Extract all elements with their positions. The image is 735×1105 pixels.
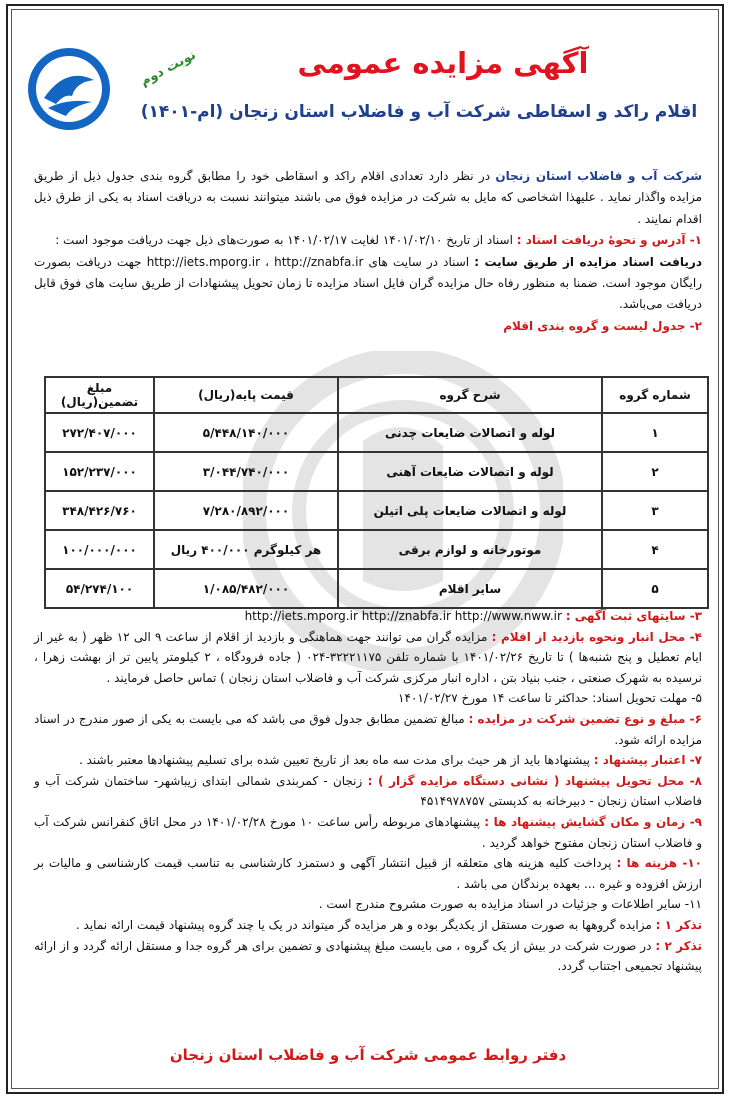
cell-group-no: ۱: [602, 413, 708, 452]
cell-guarantee: ۱۵۲/۲۳۷/۰۰۰: [45, 452, 154, 491]
table-row: [45, 569, 708, 608]
section-9: [34, 812, 702, 853]
footer-signature: دفتر روابط عمومی شرکت آب و فاضلاب استان زنجان: [169, 1046, 567, 1064]
second-round-stamp: نوبت دوم: [138, 47, 199, 90]
table-row: [45, 530, 708, 569]
section-6-heading: ۶- مبلغ و نوع تضمین شرکت در مزایده :: [468, 711, 702, 726]
cell-guarantee: ۳۴۸/۴۲۶/۷۶۰: [45, 491, 154, 530]
section-9-heading: ۹- زمان و مکان گشایش پیشنهاد ها :: [484, 814, 702, 829]
cell-guarantee: ۱۰۰/۰۰۰/۰۰۰: [45, 530, 154, 569]
table-row: [45, 491, 708, 530]
cell-group-no: ۲: [602, 452, 708, 491]
cell-guarantee: ۲۷۲/۴۰۷/۰۰۰: [45, 413, 154, 452]
cell-group-no: ۵: [602, 569, 708, 608]
url-znabfa[interactable]: http://znabfa.ir: [274, 254, 364, 269]
cell-base-price: ۵/۴۴۸/۱۴۰/۰۰۰: [154, 413, 338, 452]
registration-sites[interactable]: http://iets.mporg.ir http://znabfa.ir http://www.nww.ir: [244, 609, 562, 623]
section-11: ۱۱- سایر اطلاعات و جزئیات در اسناد مزایده به صورت مشروح مندرج است .: [318, 897, 702, 912]
note-1: [34, 915, 702, 936]
company-name: شرکت آب و فاضلاب استان زنجان: [495, 169, 703, 183]
upper-content: [34, 166, 702, 337]
cell-base-price: ۱/۰۸۵/۴۸۲/۰۰۰: [154, 569, 338, 608]
items-table: [44, 376, 709, 609]
site-heading: دریافت اسناد مزایده از طریق سایت :: [474, 254, 702, 269]
url-separator: ،: [260, 254, 275, 269]
cell-base-price: ۷/۲۸۰/۸۹۲/۰۰۰: [154, 491, 338, 530]
section-6-text: مبالغ تضمین مطابق جدول فوق می باشد که می بایست به یکی از صور مندرج در اسناد مزایده ارائه شود.: [34, 711, 702, 747]
cell-base-price: ۳/۰۴۴/۷۴۰/۰۰۰: [154, 452, 338, 491]
section-1-text: اسناد از تاریخ ۱۴۰۱/۰۲/۱۰ لغایت ۱۴۰۱/۰۲/۱۷ به صورت‌های ذیل جهت دریافت موجود است :: [55, 233, 517, 248]
section-10-text: پرداخت کلیه هزینه های متعلقه از قبیل انتشار آگهی و دستمزد کارشناسی به تناسب قیمت کارشناسی و مالیات بر ارزش افزوده و غیره ... بعهده برندگان می باشد .: [34, 856, 702, 891]
note-2-text: در صورت شرکت در بیش از یک گروه ، می بایست مبلغ پیشنهادی و تضمین برای هر گروه جدا و مستقل ارائه گردد و از ارائه پیشنهاد تجمیعی اجتناب گردد.: [34, 938, 702, 974]
cell-description: لوله و اتصالات ضایعات آهنی: [338, 452, 602, 491]
section-4: [34, 627, 702, 689]
water-company-logo-icon: [26, 46, 112, 132]
cell-description: سایر اقلام: [338, 569, 602, 608]
header-description: شرح گروه: [338, 377, 602, 413]
header-guarantee: مبلغ تضمین(ریال): [45, 377, 154, 413]
url-iets[interactable]: http://iets.mporg.ir: [146, 254, 261, 269]
site-pre-text: اسناد در سایت های: [363, 254, 475, 269]
header-group-no: شماره گروه: [602, 377, 708, 413]
cell-group-no: ۳: [602, 491, 708, 530]
section-10-heading: ۱۰- هزینه ها :: [616, 856, 703, 871]
section-1-heading: ۱- آدرس و نحوۀ دریافت اسناد :: [516, 233, 702, 248]
section-1-site: [34, 252, 702, 316]
note-2-heading: تذکر ۲ :: [655, 938, 703, 953]
page-subtitle: اقلام راکد و اسقاطی شرکت آب و فاضلاب استان زنجان (ام-۱۴۰۱): [140, 102, 698, 122]
section-5: ۵- مهلت تحویل اسناد: حداکثر تا ساعت ۱۴ مورخ ۱۴۰۱/۰۲/۲۷: [398, 691, 702, 706]
cell-group-no: ۴: [602, 530, 708, 569]
intro-paragraph: [34, 166, 702, 230]
section-6: [34, 709, 702, 750]
cell-description: موتورخانه و لوازم برقی: [338, 530, 602, 569]
section-8: [34, 771, 702, 812]
section-8-heading: ۸- محل تحویل پیشنهاد ( نشانی دستگاه مزایده گزار ) :: [367, 773, 702, 788]
section-4-text: مزایده گران می توانند جهت هماهنگی و بازدید از اقلام از ساعت ۹ الی ۱۲ ظهر ( به غیر از ایام تعطیل و پنج شنبه‌ها ) تا تاریخ ۱۴۰۱/۰۲/۲۶ با شماره تلفن ۳۲۲۲۱۱۷۵-۰۲۴ ( جاده فرودگاه ، ۲ کیلومتر پایین تر از بهشت زهرا ، نرسیده به شهرک صنعتی ، جنب بنیاد بتن ، اداره انبار مرکزی شرکت آب و فاضلاب استان زنجان ) تماس حاصل فرمایند .: [34, 629, 702, 685]
section-3: [34, 606, 702, 627]
section-10: [34, 853, 702, 894]
cell-guarantee: ۵۴/۲۷۴/۱۰۰: [45, 569, 154, 608]
table-header-row: [45, 377, 708, 413]
section-7-text: پیشنهادها باید از هر حیث برای مدت سه ماه بعد از تاریخ تعیین شده برای تسلیم پیشنهادها معتبر باشند .: [78, 753, 594, 768]
section-2-heading: ۲- جدول لیست و گروه بندی اقلام: [503, 318, 702, 333]
header-base-price: قیمت پایه(ریال): [154, 377, 338, 413]
section-7: [34, 750, 702, 771]
section-8-text: زنجان - کمربندی شمالی ابتدای زیباشهر- ساختمان شرکت آب و فاضلاب استان زنجان - دبیرخانه به کدپستی ۴۵۱۴۹۷۸۷۵۷: [34, 773, 702, 809]
note-1-heading: تذکر ۱ :: [655, 917, 702, 932]
lower-content: [34, 606, 702, 977]
table-row: [45, 452, 708, 491]
site-post-text: جهت دریافت بصورت رایگان موجود است. ضمنا به منظور رفاه حال مزایده گران فایل اسناد مزایده تا زمان تحویل پیشنهادات از طریق سایت های فوق قابل دریافت می‌باشد.: [34, 254, 702, 312]
cell-base-price: هر کیلوگرم ۴۰۰/۰۰۰ ریال: [154, 530, 338, 569]
table-row: [45, 413, 708, 452]
notice-frame: [6, 4, 724, 1094]
note-2: [34, 936, 702, 977]
cell-description: لوله و اتصالات ضایعات چدنی: [338, 413, 602, 452]
section-3-heading: ۳- سایتهای ثبت آگهی :: [565, 609, 702, 623]
section-1: [34, 230, 702, 251]
note-1-text: مزایده گروهها به صورت مستقل از یکدیگر بوده و هر مزایده گر میتواند در یک یا چند گروه پیشنهاد قیمت ارائه نماید .: [75, 917, 656, 932]
section-9-text: پیشنهادهای مربوطه رأس ساعت ۱۰ مورخ ۱۴۰۱/۰۲/۲۸ در محل اتاق کنفرانس شرکت آب و فاضلاب استان زنجان مفتوح خواهد گردید .: [34, 814, 702, 850]
intro-text: در نظر دارد تعدادی اقلام راکد و اسقاطی خود را مطابق گروه بندی جدول ذیل از طریق مزایده واگذار نماید . علیهذا اشخاصی که مایل به شرکت در مزایده فوق می باشند میتوانند نسبت به دریافت اسناد به یکی از طرق ذیل اقدام نمایند .: [34, 169, 702, 226]
section-4-heading: ۴- محل انبار ونحوه بازدید از اقلام :: [491, 629, 702, 644]
page-title: آگهی مزایده عمومی: [297, 46, 589, 80]
cell-description: لوله و اتصالات ضایعات پلی اتیلن: [338, 491, 602, 530]
section-7-heading: ۷- اعتبار پیشنهاد :: [593, 753, 702, 768]
